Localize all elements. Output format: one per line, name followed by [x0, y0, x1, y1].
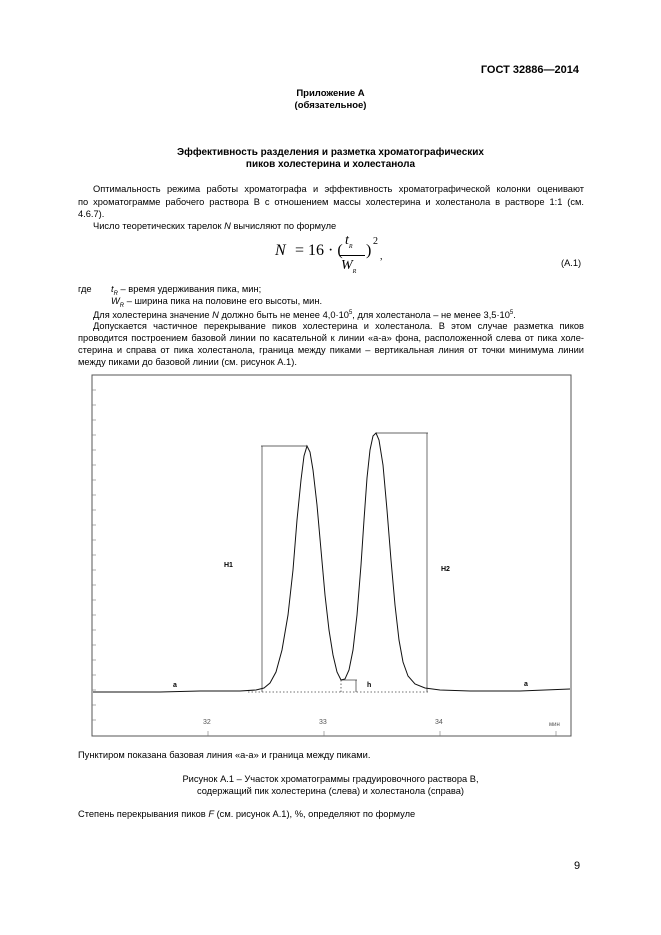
final-suffix: (см. рисунок А.1), %, определяют по формуле [214, 809, 416, 819]
tick-label-32: 32 [203, 719, 211, 726]
section-title-line2: пиков холестерина и холестанола [245, 159, 416, 170]
where-label: где [78, 284, 92, 294]
bottom-axis-ticks [208, 731, 556, 736]
formula-eq: = 16 · ( [295, 242, 343, 259]
paragraph-2-var: N [224, 221, 231, 231]
figure-caption-line2: содержащий пик холестерина (слева) и холестанола (справа) [196, 786, 465, 796]
overlap-line1: Допускается частичное перекрывание пиков холестерина и холестанола. В этом случае разметка пиков [93, 321, 584, 331]
limits-end: . [513, 310, 516, 321]
limits-exp1: 5 [348, 310, 353, 316]
section-title-line1: Эффективность разделения и разметка хроматографических [177, 147, 484, 158]
where-w-var: W [111, 296, 120, 306]
left-axis-ticks [92, 390, 96, 720]
where-t-text: – время удерживания пика, мин; [117, 284, 262, 294]
final-var: F [208, 809, 214, 819]
where-w-text: – ширина пика на половине его высоты, мин. [124, 296, 323, 306]
appendix-status: (обязательное) [294, 100, 367, 111]
final-prefix: Степень перекрывания пиков [78, 809, 209, 819]
paragraph-2-prefix: Число теоретических тарелок [93, 221, 225, 231]
label-a-right: a [524, 681, 528, 688]
limits-mid1: должно быть не менее 4,0·10 [218, 310, 349, 321]
figure-note: Пунктиром показана базовая линия «а-а» и граница между пиками. [78, 750, 371, 760]
formula-num-var: t [345, 233, 349, 248]
where-t-sub: R [113, 290, 118, 297]
formula-close: ) [366, 242, 372, 259]
where-w-sub: R [119, 302, 125, 309]
formula-lhs: N [275, 242, 286, 259]
signal-trace [93, 433, 570, 692]
overlap-line3: стерина и справа от пика холестанола, граница между пиками – вертикальная линия от точки минимума линии [78, 345, 584, 355]
paragraph-1-line3: 4.6.7). [78, 209, 105, 219]
label-a-left: a [173, 682, 177, 689]
tick-label-33: 33 [319, 719, 327, 726]
label-h: h [367, 682, 372, 689]
tick-label-34: 34 [435, 719, 443, 726]
label-h2: H2 [441, 566, 450, 573]
overlap-line2: проводится построением базовой линии по касательной к линии «а-а» фона, расположенной слева от пика холе- [78, 333, 584, 343]
page-number: 9 [574, 860, 581, 872]
paragraph-1-line2: по хроматограмме рабочего раствора В с отношением массы холестерина и холестанола в растворе 1:1 (см. [78, 197, 584, 207]
formula-power: 2 [373, 236, 378, 247]
formula-comma: , [380, 251, 383, 262]
limits-mid2: , для холестанола – не менее 3,5·10 [352, 310, 510, 321]
axis-unit: мин [549, 722, 560, 728]
formula-den-sub: R [352, 268, 357, 275]
limits-var: N [212, 310, 219, 321]
where-t-var: t [111, 284, 114, 294]
label-h1: H1 [224, 562, 233, 569]
limits-exp2: 5 [509, 310, 514, 316]
formula-num-sub: R [348, 243, 353, 250]
formula-number: (А.1) [561, 258, 582, 268]
standard-number: ГОСТ 32886—2014 [480, 64, 579, 76]
limits-prefix: Для холестерина значение [93, 310, 213, 321]
figure-frame [92, 375, 571, 736]
paragraph-2-suffix: вычисляют по формуле [230, 221, 337, 231]
appendix-title: Приложение А [296, 88, 365, 99]
paragraph-1-line1: Оптимальность режима работы хроматографа и эффективность хроматографической колонки оценивают [93, 184, 584, 194]
final-text [78, 808, 415, 820]
overlap-line4: между пиками до базовой линии (см. рисунок А.1). [78, 357, 297, 367]
figure-caption-line1: Рисунок А.1 – Участок хроматограммы градуировочного раствора В, [182, 774, 479, 784]
formula-den-var: W [341, 258, 353, 273]
